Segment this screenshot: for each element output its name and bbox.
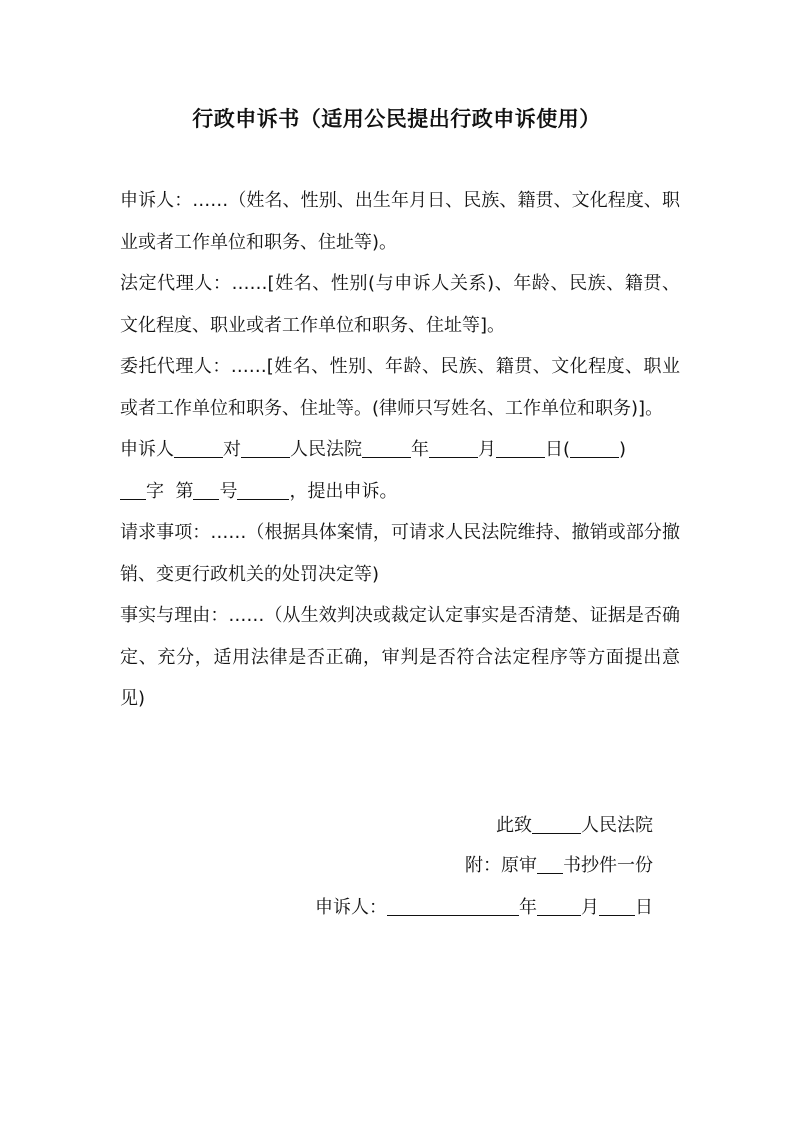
signature-day-label: 日 (635, 897, 653, 918)
blank-closing-court (532, 813, 581, 834)
statement-text: 号 (219, 480, 238, 502)
blank-year (362, 437, 411, 458)
blank-case-year (570, 437, 619, 458)
closing-signature-line (315, 893, 653, 923)
blank-signature (387, 895, 519, 916)
statement-text: 日( (545, 439, 571, 460)
blank-month (429, 437, 478, 458)
document-title: 行政申诉书（适用公民提出行政申诉使用） (192, 107, 601, 131)
closing-to-suffix: 人民法院 (581, 815, 653, 836)
blank-appellant-name (174, 437, 223, 458)
signature-month-label: 月 (581, 897, 599, 918)
facts-and-reasons-paragraph: 事实与理由：……（从生效判决或裁定认定事实是否清楚、证据是否确定、充分，适用法律是否正确，审判是否符合法定程序等方面提出意见) (120, 605, 680, 709)
appeal-statement-paragraph (120, 429, 680, 512)
statement-text: ) (619, 439, 627, 460)
requests-paragraph: 请求事项：……（根据具体案情，可请求人民法院维持、撤销或部分撤销、变更行政机关的处罚决定等) (120, 522, 680, 585)
statement-text: 对 (223, 439, 241, 460)
blank-case-prefix (120, 479, 146, 500)
blank-case-number (193, 479, 219, 500)
appellant-paragraph: 申诉人：……（姓名、性别、出生年月日、民族、籍贯、文化程度、职业或者工作单位和职务、住址等)。 (120, 190, 680, 253)
entrusted-agent-paragraph: 委托代理人：……[姓名、性别、年龄、民族、籍贯、文化程度、职业或者工作单位和职务、住址等。(律师只写姓名、工作单位和职务)]。 (120, 356, 680, 419)
closing-to-prefix: 此致 (496, 815, 532, 836)
closing-attachment (465, 851, 653, 881)
statement-text: ，提出申诉。 (289, 480, 398, 502)
attachment-prefix: 附：原审 (465, 855, 537, 876)
blank-attachment-type (537, 853, 563, 874)
statement-text: 字 第 (146, 480, 194, 502)
blank-document-type (237, 479, 289, 500)
legal-representative-paragraph: 法定代理人：……[姓名、性别(与申诉人关系)、年龄、民族、籍贯、文化程度、职业或者工作单位和职务、住址等]。 (120, 273, 680, 336)
attachment-suffix: 书抄件一份 (563, 855, 653, 876)
signature-year-label: 年 (519, 897, 537, 918)
statement-text: 申诉人 (120, 439, 174, 460)
blank-signature-month (537, 895, 581, 916)
blank-court-name (241, 437, 290, 458)
signature-label: 申诉人： (315, 897, 387, 918)
blank-day (496, 437, 545, 458)
document-body (120, 180, 680, 720)
statement-text: 年 (411, 439, 429, 460)
closing-addressee (496, 811, 653, 841)
statement-text: 人民法院 (290, 439, 362, 460)
blank-signature-day (599, 895, 635, 916)
statement-text: 月 (478, 439, 496, 460)
